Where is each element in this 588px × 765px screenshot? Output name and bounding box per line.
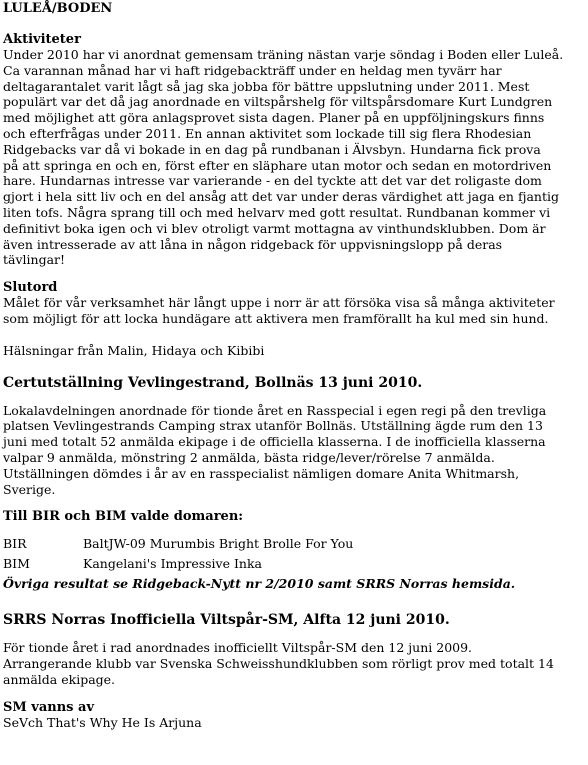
viltspar-body: För tionde året i rad anordnades inofficiellt Viltspår-SM den 12 juni 2009. Arrangerande klubb var Svenska Schweisshundklubben som rörligt prov med totalt 14 anmälda ekipage. [3,640,554,687]
slutord-body: Målet för vår verksamhet här långt uppe i norr är att försöka visa så många aktiviteter som möjligt för att locka hundägare att aktivera men framförallt ha kul med sin hund. [3,295,555,326]
certutstallning-body: Lokalavdelningen anordnade för tionde året en Rasspecial i egen regi på den trevliga platsen Vevlingestrands Camping strax utanför Bollnäs. Utställning ägde rum den 13 juni med totalt 52 anmälda ekipage i de officiella klasserna. I de inofficiella klasserna valpar 9 anmälda, mönstring 2 anmälda, bästa ridge/lever/rörelse 7 anmälda. Utställningen dömdes i år av en rasspecialist nämligen domare Anita Whitmarsh, Sverige. [3,402,547,497]
result-row-bir [3,536,583,552]
greeting: Hälsningar från Malin, Hidaya och Kibibi [3,342,265,358]
slutord-heading: Slutord [3,280,58,296]
result-value: BaltJW-09 Murumbis Bright Brolle For You [83,536,354,552]
results-note: Övriga resultat se Ridgeback-Nytt nr 2/2010 samt SRRS Norras hemsida. [3,576,516,592]
aktiviteter-heading: Aktiviteter [3,32,81,47]
result-value: Kangelani's Impressive Inka [83,556,263,572]
result-key: BIR [3,536,27,552]
result-key: BIM [3,556,30,572]
viltspar-heading: SRRS Norras Inofficiella Viltspår-SM, Alfta 12 juni 2010. [3,612,450,629]
document-page [3,0,583,731]
result-row-bim [3,556,583,572]
winner-heading: SM vanns av [3,699,95,715]
winner-name: SeVch That's Why He Is Arjuna [3,714,202,730]
bir-bim-heading: Till BIR och BIM valde domaren: [3,509,244,525]
section-title: LULEÅ/BODEN [3,1,113,16]
certutstallning-heading: Certutställning Vevlingestrand, Bollnäs 13 juni 2010. [3,374,423,391]
aktiviteter-body: Under 2010 har vi anordnat gemensam träning nästan varje söndag i Boden eller Luleå. Ca varannan månad har vi haft ridgebackträff under en heldag men tyvärr har deltagarantalet varit lågt så jag ska jobba för bättre uppslutning under 2011. Mest populärt var det då jag anordnade en viltspårshelg för viltspårsdomare Kurt Lundgren med möjlighet att göra anlagsprovet sista dagen. Planer på en uppföljningskurs finns och efterfrågas under 2011. En annan aktivitet som lockade till sig flera Rhodesian Ridgebacks var då vi bokade in en dag på rundbanan i Älvsbyn. Hundarna fick prova på att springa en och en, först efter en släphare utan motor och sedan en motordriven hare. Hundarnas intresse var varierande - en del tyckte att det var det roligaste dom gjort i hela sitt liv och en del ansåg att det var under deras värdighet att jaga en fjantig liten tofs. Några sprang till och med helvarv med gott resultat. Rundbanan kommer vi definitivt boka igen och vi blev otroligt varmt mottagna av vinthundsklubben. Dom är även intresserade av att låna in någon ridgeback för uppvisningslopp på deras tävlingar! [3,47,564,268]
